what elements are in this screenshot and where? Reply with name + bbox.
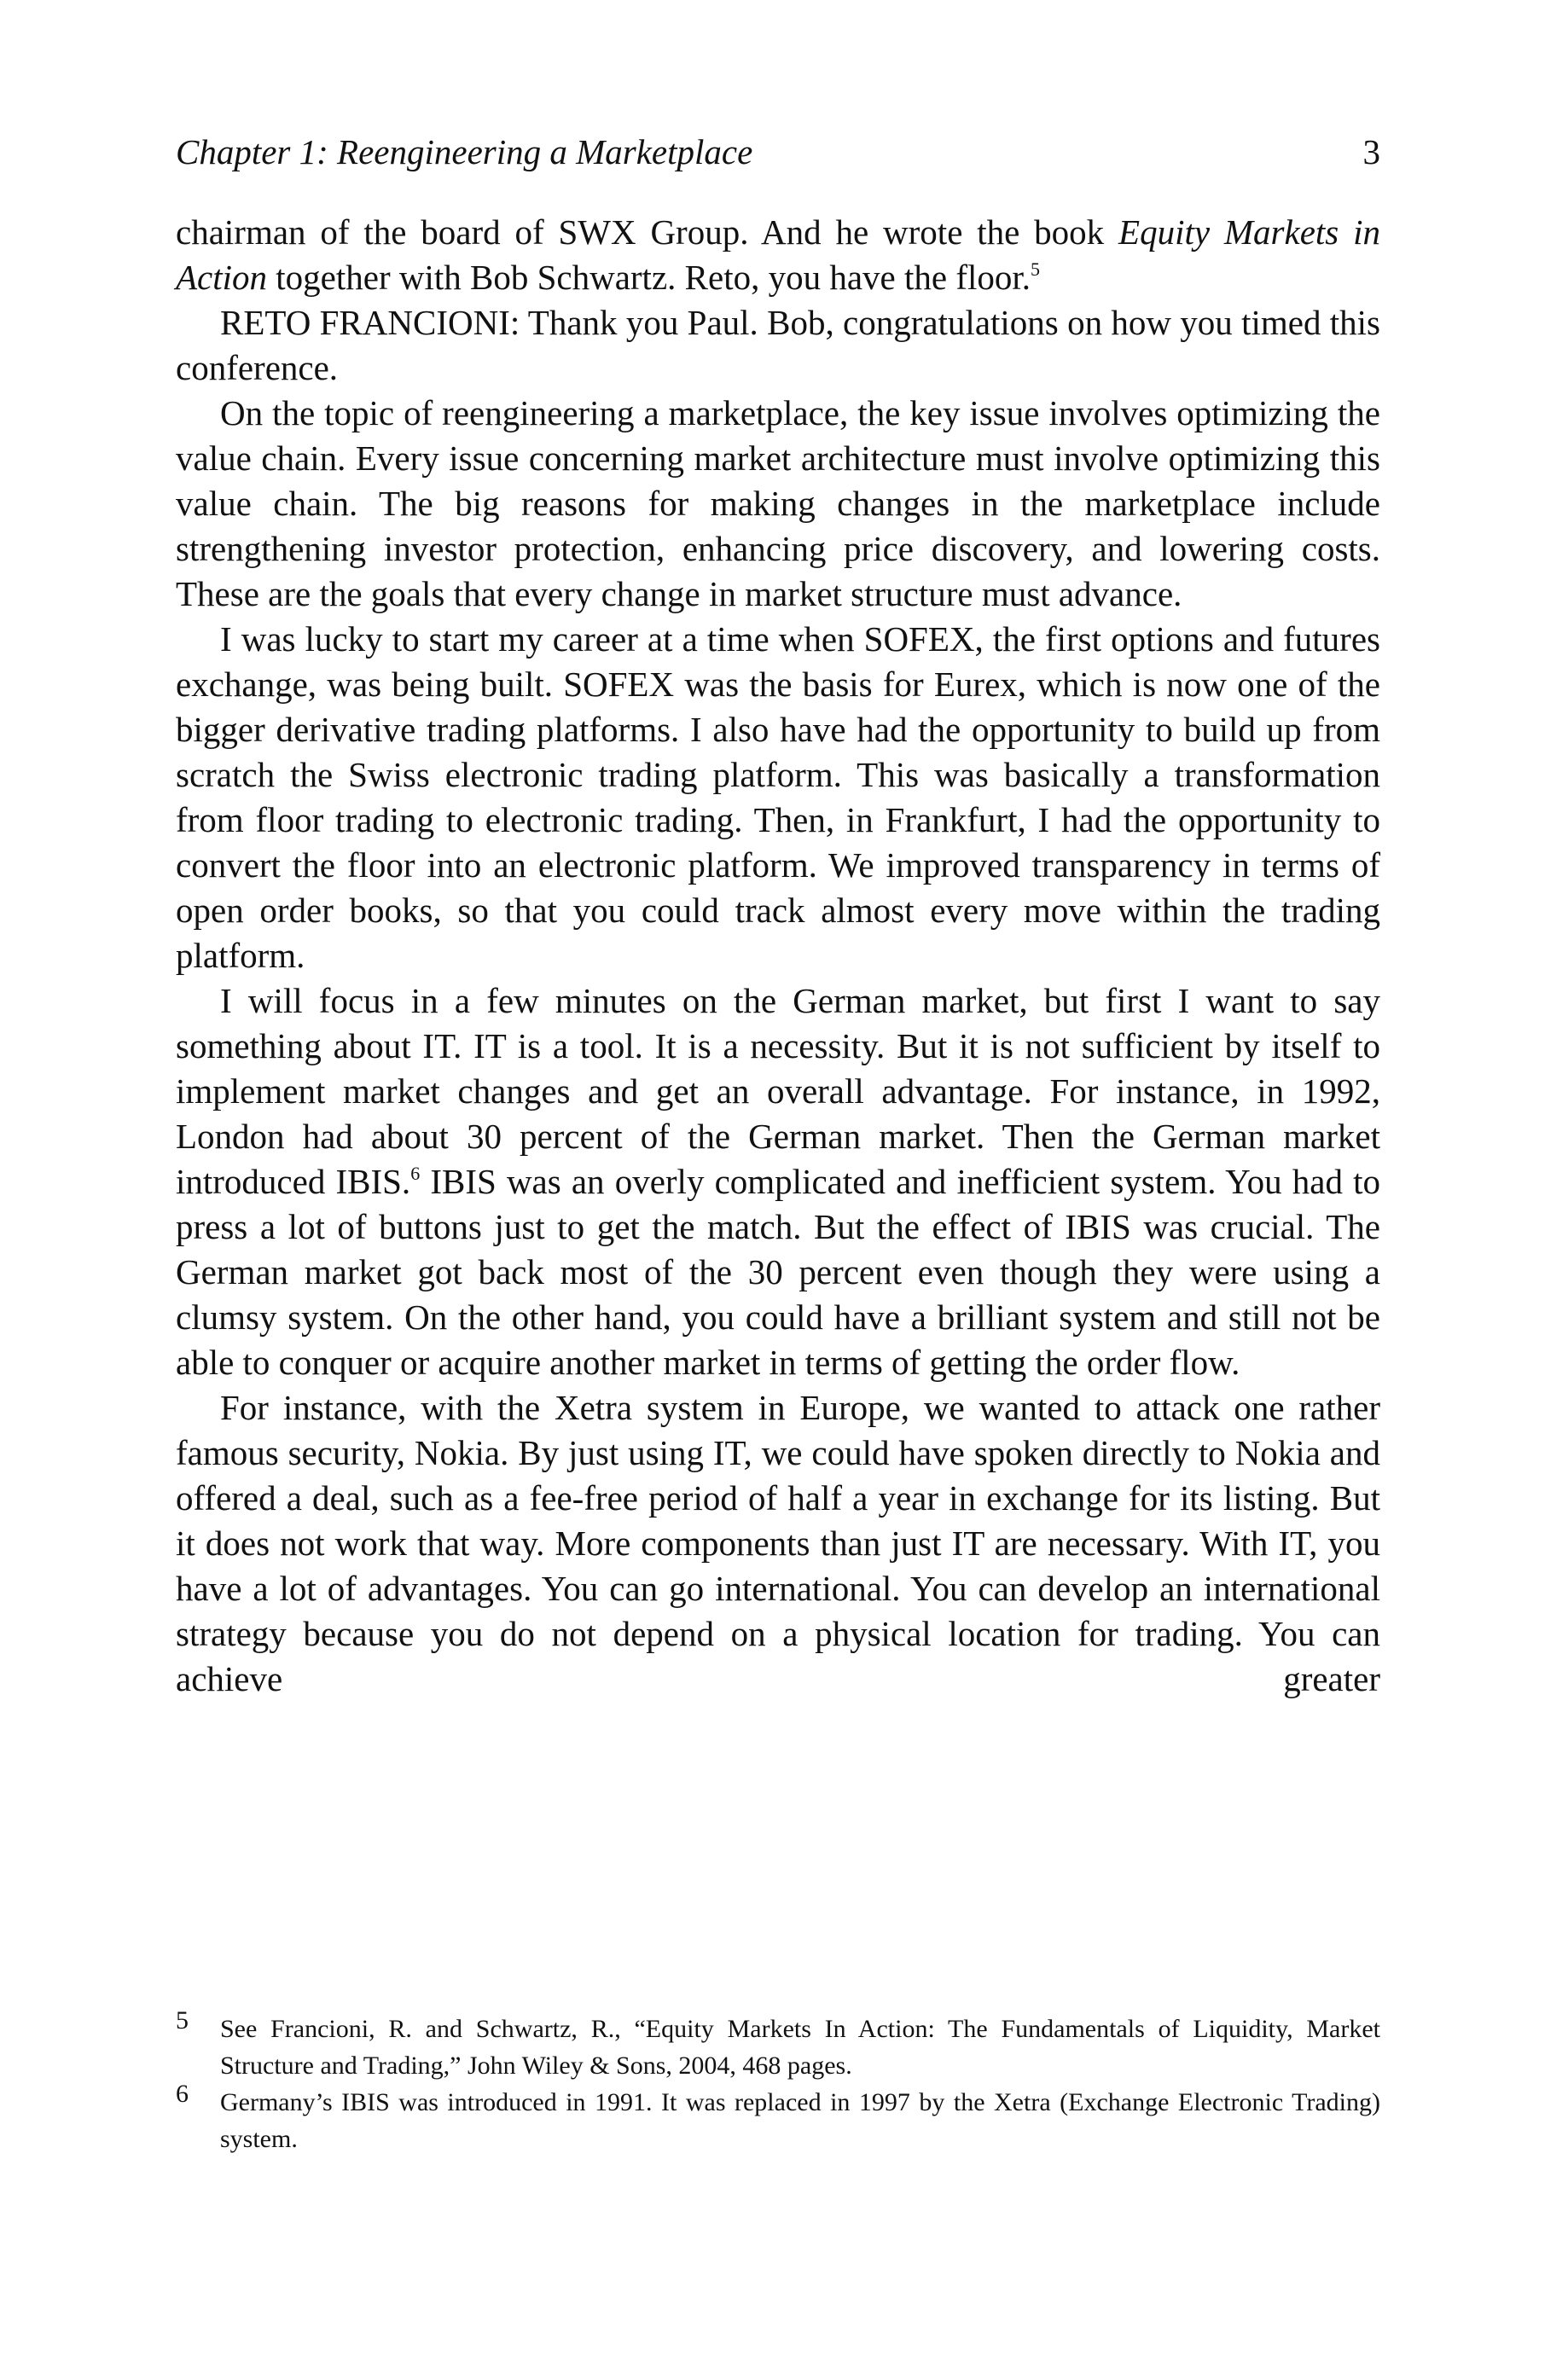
footnote-5: 5 See Francioni, R. and Schwartz, R., “Equity Markets In Action: The Fundamentals of Liquidity, Market Structure and Trading,” John Wiley & Sons, 2004, 468 pages. (176, 2006, 1380, 2080)
page (176, 128, 1380, 1702)
chapter-title: Chapter 1: Reengineering a Marketplace (176, 132, 753, 171)
paragraph-text: IBIS was an overly complicated and inefficient system. You had to press a lot of buttons just to get the match. But the effect of IBIS was crucial. The German market got back most of the 30 percent even though they were using a clumsy system. On the other hand, you could have a brilliant system and still not be able to conquer or acquire another market in terms of getting the order flow. (176, 1162, 1380, 1382)
paragraph-text: I will focus in a few minutes on the German market, but first I want to say something about IT. IT is a tool. It is a necessity. But it is not sufficient by itself to implement market changes and get an overall advantage. For instance, in 1992, London had about 30 percent of the German market. Then the German market introduced IBIS. (176, 981, 1380, 1201)
paragraph-text: chairman of the board of SWX Group. And he wrote the book (176, 212, 1119, 252)
running-header (176, 128, 1380, 176)
paragraph: For instance, with the Xetra system in Europe, we wanted to attack one rather famous security, Nokia. By just using IT, we could have spoken directly to Nokia and offered a deal, such as a fee-free period of half a year in exchange for its listing. But it does not work that way. More components than just IT are necessary. With IT, you have a lot of advantages. You can go international. You can develop an international strategy because you do not depend on a physical location for trading. You can achieve greater (176, 1388, 1380, 1698)
footnote-ref-6[interactable]: 6 (410, 1163, 421, 1184)
paragraph (176, 978, 1380, 1385)
paragraph: RETO FRANCIONI: Thank you Paul. Bob, congratulations on how you timed this conference. (176, 303, 1380, 387)
footnote-text: Germany’s IBIS was introduced in 1991. It was replaced in 1997 by the Xetra (Exchange Electronic Trading) system. (220, 2088, 1380, 2153)
paragraph: I was lucky to start my career at a time when SOFEX, the first options and futures exchange, was being built. SOFEX was the basis for Eurex, which is now one of the bigger derivative trading platforms. I also have had the opportunity to build up from scratch the Swiss electronic trading platform. This was basically a transformation from floor trading to electronic trading. Then, in Frankfurt, I had the opportunity to convert the floor into an electronic platform. We improved transparency in terms of open order books, so that you could track almost every move within the trading platform. (176, 619, 1380, 975)
paragraph (176, 210, 1380, 300)
footnote-6: 6 Germany’s IBIS was introduced in 1991. It was replaced in 1997 by the Xetra (Exchange Electronic Trading) system. (176, 2080, 1380, 2153)
paragraph-text: together with Bob Schwartz. Reto, you have the floor. (267, 258, 1031, 297)
page-number: 3 (1362, 132, 1380, 171)
paragraph: On the topic of reengineering a marketplace, the key issue involves optimizing the value chain. Every issue concerning market architecture must involve optimizing this value chain. The big reasons for making changes in the marketplace include strengthening investor protection, enhancing price discovery, and lowering costs. These are the goals that every change in market structure must advance. (176, 393, 1380, 613)
footnote-text: See Francioni, R. and Schwartz, R., “Equity Markets In Action: The Fundamentals of Liquidity, Market Structure and Trading,” John Wiley & Sons, 2004, 468 pages. (220, 2015, 1380, 2080)
footnotes (176, 2006, 1380, 2157)
book-title: Equity Markets in Action (176, 212, 1380, 297)
body-text (176, 210, 1380, 1702)
footnote-ref-5[interactable]: 5 (1031, 258, 1041, 280)
